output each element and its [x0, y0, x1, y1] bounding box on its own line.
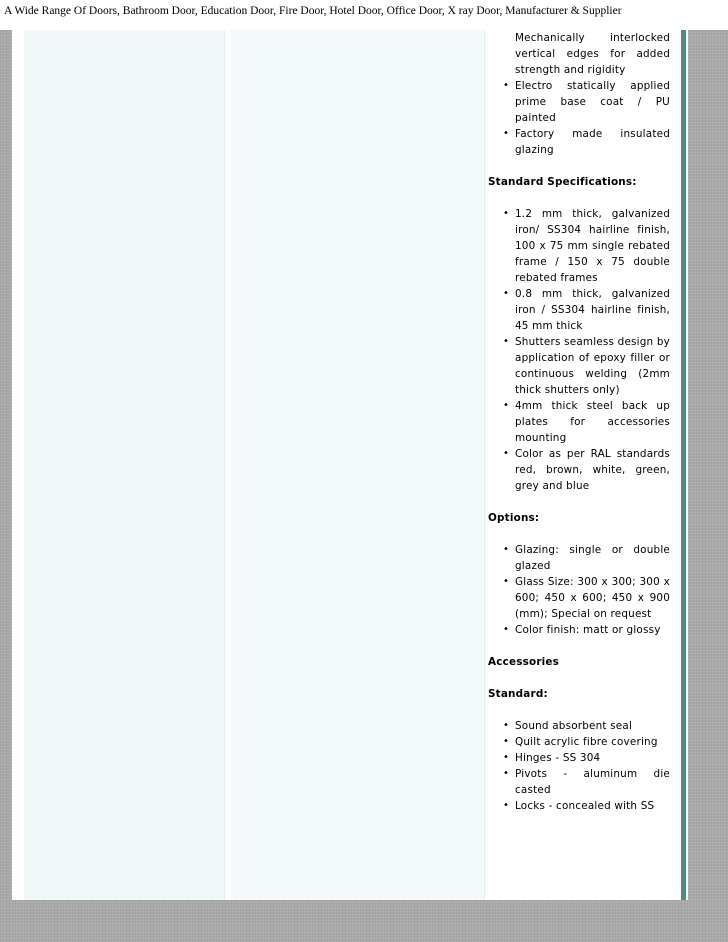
document-page[interactable] — [12, 30, 688, 900]
list-item — [488, 766, 670, 798]
page-title: A Wide Range Of Doors, Bathroom Door, Education Door, Fire Door, Hotel Door, Office Door, X ray Door, Manufacturer & Supplier — [4, 5, 622, 17]
section-heading-standard: Standard: — [488, 688, 548, 700]
list-item — [488, 126, 670, 158]
list-item-text: Factory made insulated glazing — [515, 128, 670, 156]
bullet-icon: • — [503, 448, 510, 459]
standard-specifications-list — [488, 206, 670, 494]
bullet-icon: • — [503, 544, 510, 555]
list-item — [488, 78, 670, 126]
section-heading-standard-specifications: Standard Specifications: — [488, 176, 637, 188]
left-sidebar-column — [24, 30, 224, 900]
bullet-icon: • — [503, 576, 510, 587]
list-item — [488, 286, 670, 334]
section-heading-options: Options: — [488, 512, 540, 524]
list-item-text: Shutters seamless design by application of epoxy filler or continuous welding (2mm thick shutters only) — [515, 336, 670, 396]
list-item — [488, 734, 670, 750]
section-heading-accessories: Accessories — [488, 656, 560, 668]
list-item-text: Electro statically applied prime base coat / PU painted — [515, 80, 670, 124]
list-item-text: 1.2 mm thick, galvanized iron/ SS304 hairline finish, 100 x 75 mm single rebated frame / 150 x 75 double rebated frames — [515, 208, 670, 284]
list-item — [488, 798, 670, 814]
list-item — [488, 542, 670, 574]
list-item-text: 4mm thick steel back up plates for accessories mounting — [515, 400, 670, 444]
bullet-icon: • — [503, 768, 510, 779]
bullet-icon: • — [503, 208, 510, 219]
bullet-icon: • — [503, 336, 510, 347]
bullet-icon: • — [503, 624, 510, 635]
list-item-continuation: Mechanically interlocked vertical edges for added strength and rigidity — [515, 32, 670, 76]
list-item-text: Quilt acrylic fibre covering — [515, 736, 658, 748]
bullet-icon: • — [503, 720, 510, 731]
standard-accessories-list — [488, 718, 670, 814]
list-item-text: Color as per RAL standards red, brown, white, green, grey and blue — [515, 448, 670, 492]
title-bar — [0, 0, 728, 30]
list-item-text: Color finish: matt or glossy — [515, 624, 661, 636]
list-item — [488, 750, 670, 766]
list-item-text: Pivots - aluminum die casted — [515, 768, 670, 796]
bullet-icon: • — [503, 80, 510, 91]
list-item — [488, 334, 670, 398]
list-item — [488, 622, 670, 638]
list-item — [488, 206, 670, 286]
feature-list — [488, 78, 670, 158]
list-item — [488, 574, 670, 622]
list-item — [488, 718, 670, 734]
bullet-icon: • — [503, 800, 510, 811]
list-item-text: Glazing: single or double glazed — [515, 544, 670, 572]
bullet-icon: • — [503, 128, 510, 139]
content-column — [488, 30, 670, 814]
list-item-text: Hinges - SS 304 — [515, 752, 601, 764]
bullet-icon: • — [503, 400, 510, 411]
bullet-icon: • — [503, 752, 510, 763]
list-item-text: 0.8 mm thick, galvanized iron / SS304 hairline finish, 45 mm thick — [515, 288, 670, 332]
bullet-icon: • — [503, 288, 510, 299]
list-item — [488, 446, 670, 494]
list-item-text: Locks - concealed with SS — [515, 800, 655, 812]
teal-edge-bar — [681, 30, 686, 900]
bullet-icon: • — [503, 736, 510, 747]
middle-column — [231, 30, 485, 900]
list-item-text: Glass Size: 300 x 300; 300 x 600; 450 x 600; 450 x 900 (mm); Special on request — [515, 576, 670, 620]
column-divider — [224, 30, 231, 900]
list-item-text: Sound absorbent seal — [515, 720, 633, 732]
options-list — [488, 542, 670, 638]
list-item — [488, 398, 670, 446]
